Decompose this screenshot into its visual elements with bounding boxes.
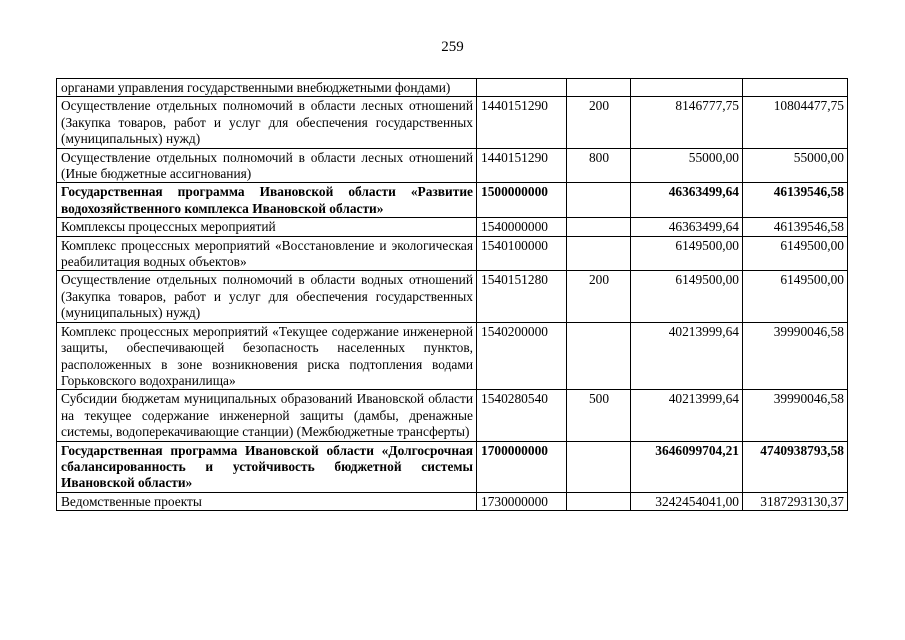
row-description: Государственная программа Ивановской области «Развитие водохозяйственного комплекса Ивановской области» (57, 183, 477, 218)
row-expense-type: 800 (567, 148, 631, 183)
budget-table-body (57, 79, 848, 511)
row-amount-year1: 46363499,64 (631, 183, 743, 218)
row-amount-year2: 10804477,75 (743, 97, 848, 148)
row-expense-type (567, 218, 631, 236)
row-expense-type (567, 79, 631, 97)
row-amount-year2: 39990046,58 (743, 390, 848, 441)
row-expense-type (567, 236, 631, 271)
row-target-code: 1540280540 (477, 390, 567, 441)
row-amount-year1: 6149500,00 (631, 271, 743, 322)
row-amount-year2: 6149500,00 (743, 271, 848, 322)
table-row (57, 390, 848, 441)
row-expense-type (567, 183, 631, 218)
row-expense-type: 500 (567, 390, 631, 441)
row-amount-year1: 40213999,64 (631, 322, 743, 390)
row-amount-year2: 46139546,58 (743, 183, 848, 218)
row-description: Субсидии бюджетам муниципальных образований Ивановской области на текущее содержание инженерной защиты (дамбы, дренажные системы, водоперекачивающие станции) (Межбюджетные трансферты) (57, 390, 477, 441)
row-target-code: 1540100000 (477, 236, 567, 271)
row-amount-year1: 8146777,75 (631, 97, 743, 148)
row-amount-year1: 40213999,64 (631, 390, 743, 441)
row-target-code (477, 79, 567, 97)
row-amount-year1: 6149500,00 (631, 236, 743, 271)
row-amount-year1: 3242454041,00 (631, 492, 743, 510)
table-row (57, 97, 848, 148)
row-amount-year2 (743, 79, 848, 97)
table-row (57, 218, 848, 236)
table-row (57, 79, 848, 97)
row-expense-type (567, 492, 631, 510)
row-target-code: 1440151290 (477, 148, 567, 183)
row-description: Осуществление отдельных полномочий в области лесных отношений (Иные бюджетные ассигнования) (57, 148, 477, 183)
row-amount-year2: 3187293130,37 (743, 492, 848, 510)
row-target-code: 1500000000 (477, 183, 567, 218)
row-amount-year2: 55000,00 (743, 148, 848, 183)
row-amount-year1: 46363499,64 (631, 218, 743, 236)
row-description: Государственная программа Ивановской области «Долгосрочная сбалансированность и устойчивость бюджетной системы Ивановской области» (57, 441, 477, 492)
row-expense-type: 200 (567, 97, 631, 148)
row-amount-year2: 6149500,00 (743, 236, 848, 271)
row-amount-year1: 3646099704,21 (631, 441, 743, 492)
row-description: Комплекс процессных мероприятий «Текущее содержание инженерной защиты, обеспечивающей безопасность населенных пунктов, расположенных в зоне возникновения риска подтопления водами Горьковского водохранилища» (57, 322, 477, 390)
table-row (57, 271, 848, 322)
row-description: Ведомственные проекты (57, 492, 477, 510)
row-expense-type (567, 441, 631, 492)
row-target-code: 1700000000 (477, 441, 567, 492)
row-amount-year1: 55000,00 (631, 148, 743, 183)
row-target-code: 1440151290 (477, 97, 567, 148)
row-target-code: 1540000000 (477, 218, 567, 236)
budget-table (56, 78, 848, 511)
row-expense-type: 200 (567, 271, 631, 322)
row-target-code: 1730000000 (477, 492, 567, 510)
table-row (57, 183, 848, 218)
row-description: Осуществление отдельных полномочий в области лесных отношений (Закупка товаров, работ и услуг для обеспечения государственных (муниципальных) нужд) (57, 97, 477, 148)
row-amount-year2: 46139546,58 (743, 218, 848, 236)
row-amount-year2: 4740938793,58 (743, 441, 848, 492)
row-description: Комплексы процессных мероприятий (57, 218, 477, 236)
row-description: органами управления государственными внебюджетными фондами) (57, 79, 477, 97)
page-number: 259 (441, 39, 464, 55)
row-description: Комплекс процессных мероприятий «Восстановление и экологическая реабилитация водных объектов» (57, 236, 477, 271)
table-row (57, 322, 848, 390)
row-expense-type (567, 322, 631, 390)
row-target-code: 1540151280 (477, 271, 567, 322)
row-description: Осуществление отдельных полномочий в области водных отношений (Закупка товаров, работ и услуг для обеспечения государственных (муниципальных) нужд) (57, 271, 477, 322)
row-target-code: 1540200000 (477, 322, 567, 390)
table-row (57, 236, 848, 271)
table-row (57, 492, 848, 510)
table-row (57, 148, 848, 183)
row-amount-year1 (631, 79, 743, 97)
row-amount-year2: 39990046,58 (743, 322, 848, 390)
table-row (57, 441, 848, 492)
